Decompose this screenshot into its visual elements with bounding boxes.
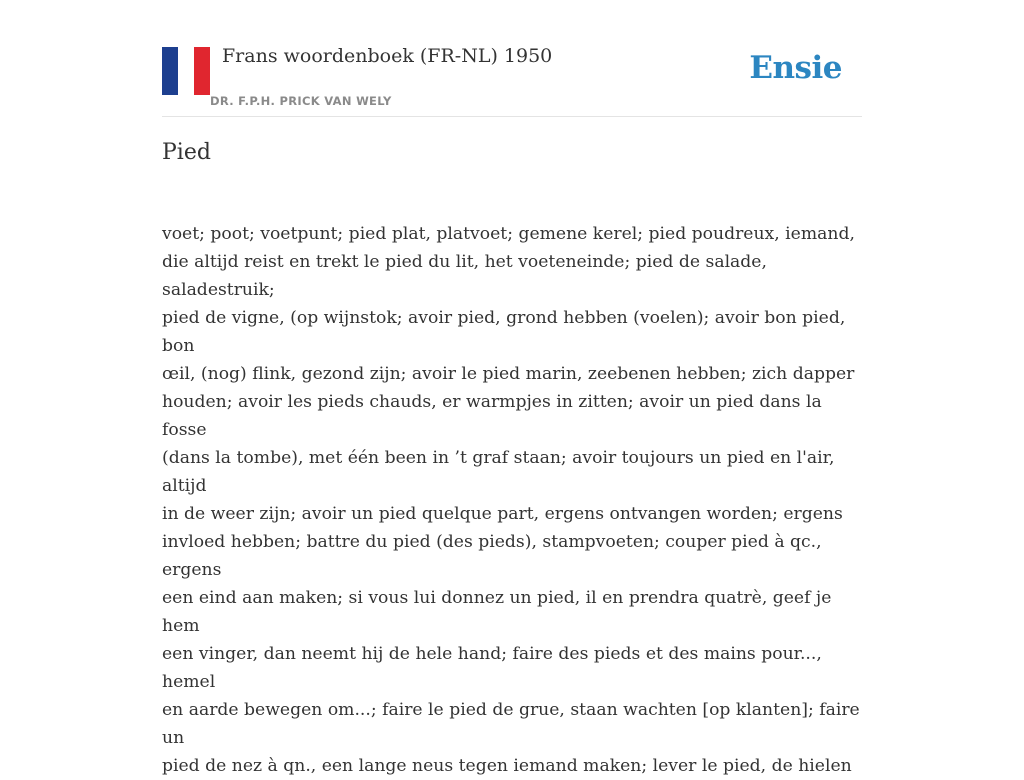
flag-stripe-red xyxy=(194,47,210,95)
definition-line: invloed hebben; battre du pied (des pieds), stampvoeten; couper pied à qc., ergens xyxy=(162,532,822,580)
flag-stripe-white xyxy=(178,47,194,95)
france-flag-icon xyxy=(162,47,210,95)
dictionary-author: DR. F.P.H. PRICK VAN WELY xyxy=(210,94,392,108)
flag-stripe-blue xyxy=(162,47,178,95)
definition-line: pied de nez à qn., een lange neus tegen iemand maken; lever le pied, de hielen xyxy=(162,756,852,776)
definition-line: een vinger, dan neemt hij de hele hand; faire des pieds et des mains pour..., hemel xyxy=(162,644,822,692)
definition-line: in de weer zijn; avoir un pied quelque part, ergens ontvangen worden; ergens xyxy=(162,504,843,524)
definition-line: voet; poot; voetpunt; pied plat, platvoet; gemene kerel; pied poudreux, iemand, xyxy=(162,224,855,244)
dictionary-title[interactable]: Frans woordenboek (FR-NL) 1950 xyxy=(222,45,553,67)
definition-line: œil, (nog) flink, gezond zijn; avoir le pied marin, zeebenen hebben; zich dapper xyxy=(162,364,855,384)
dictionary-header xyxy=(162,38,862,117)
definition-line: die altijd reist en trekt le pied du lit, het voeteneinde; pied de salade, saladestruik; xyxy=(162,252,767,300)
definition-line: pied de vigne, (op wijnstok; avoir pied, grond hebben (voelen); avoir bon pied, bon xyxy=(162,308,846,356)
definition-line: (dans la tombe), met één been in ’t graf staan; avoir toujours un pied en l'air, altijd xyxy=(162,448,835,496)
definition-line: houden; avoir les pieds chauds, er warmpjes in zitten; avoir un pied dans la fosse xyxy=(162,392,822,440)
definition-line: en aarde bewegen om...; faire le pied de grue, staan wachten [op klanten]; faire un xyxy=(162,700,860,748)
ensie-logo-link[interactable]: Ensie xyxy=(749,50,842,86)
definition-line: een eind aan maken; si vous lui donnez un pied, il en prendra quatrè, geef je hem xyxy=(162,588,832,636)
entry-title: Pied xyxy=(162,140,211,165)
entry-definition xyxy=(162,192,862,780)
